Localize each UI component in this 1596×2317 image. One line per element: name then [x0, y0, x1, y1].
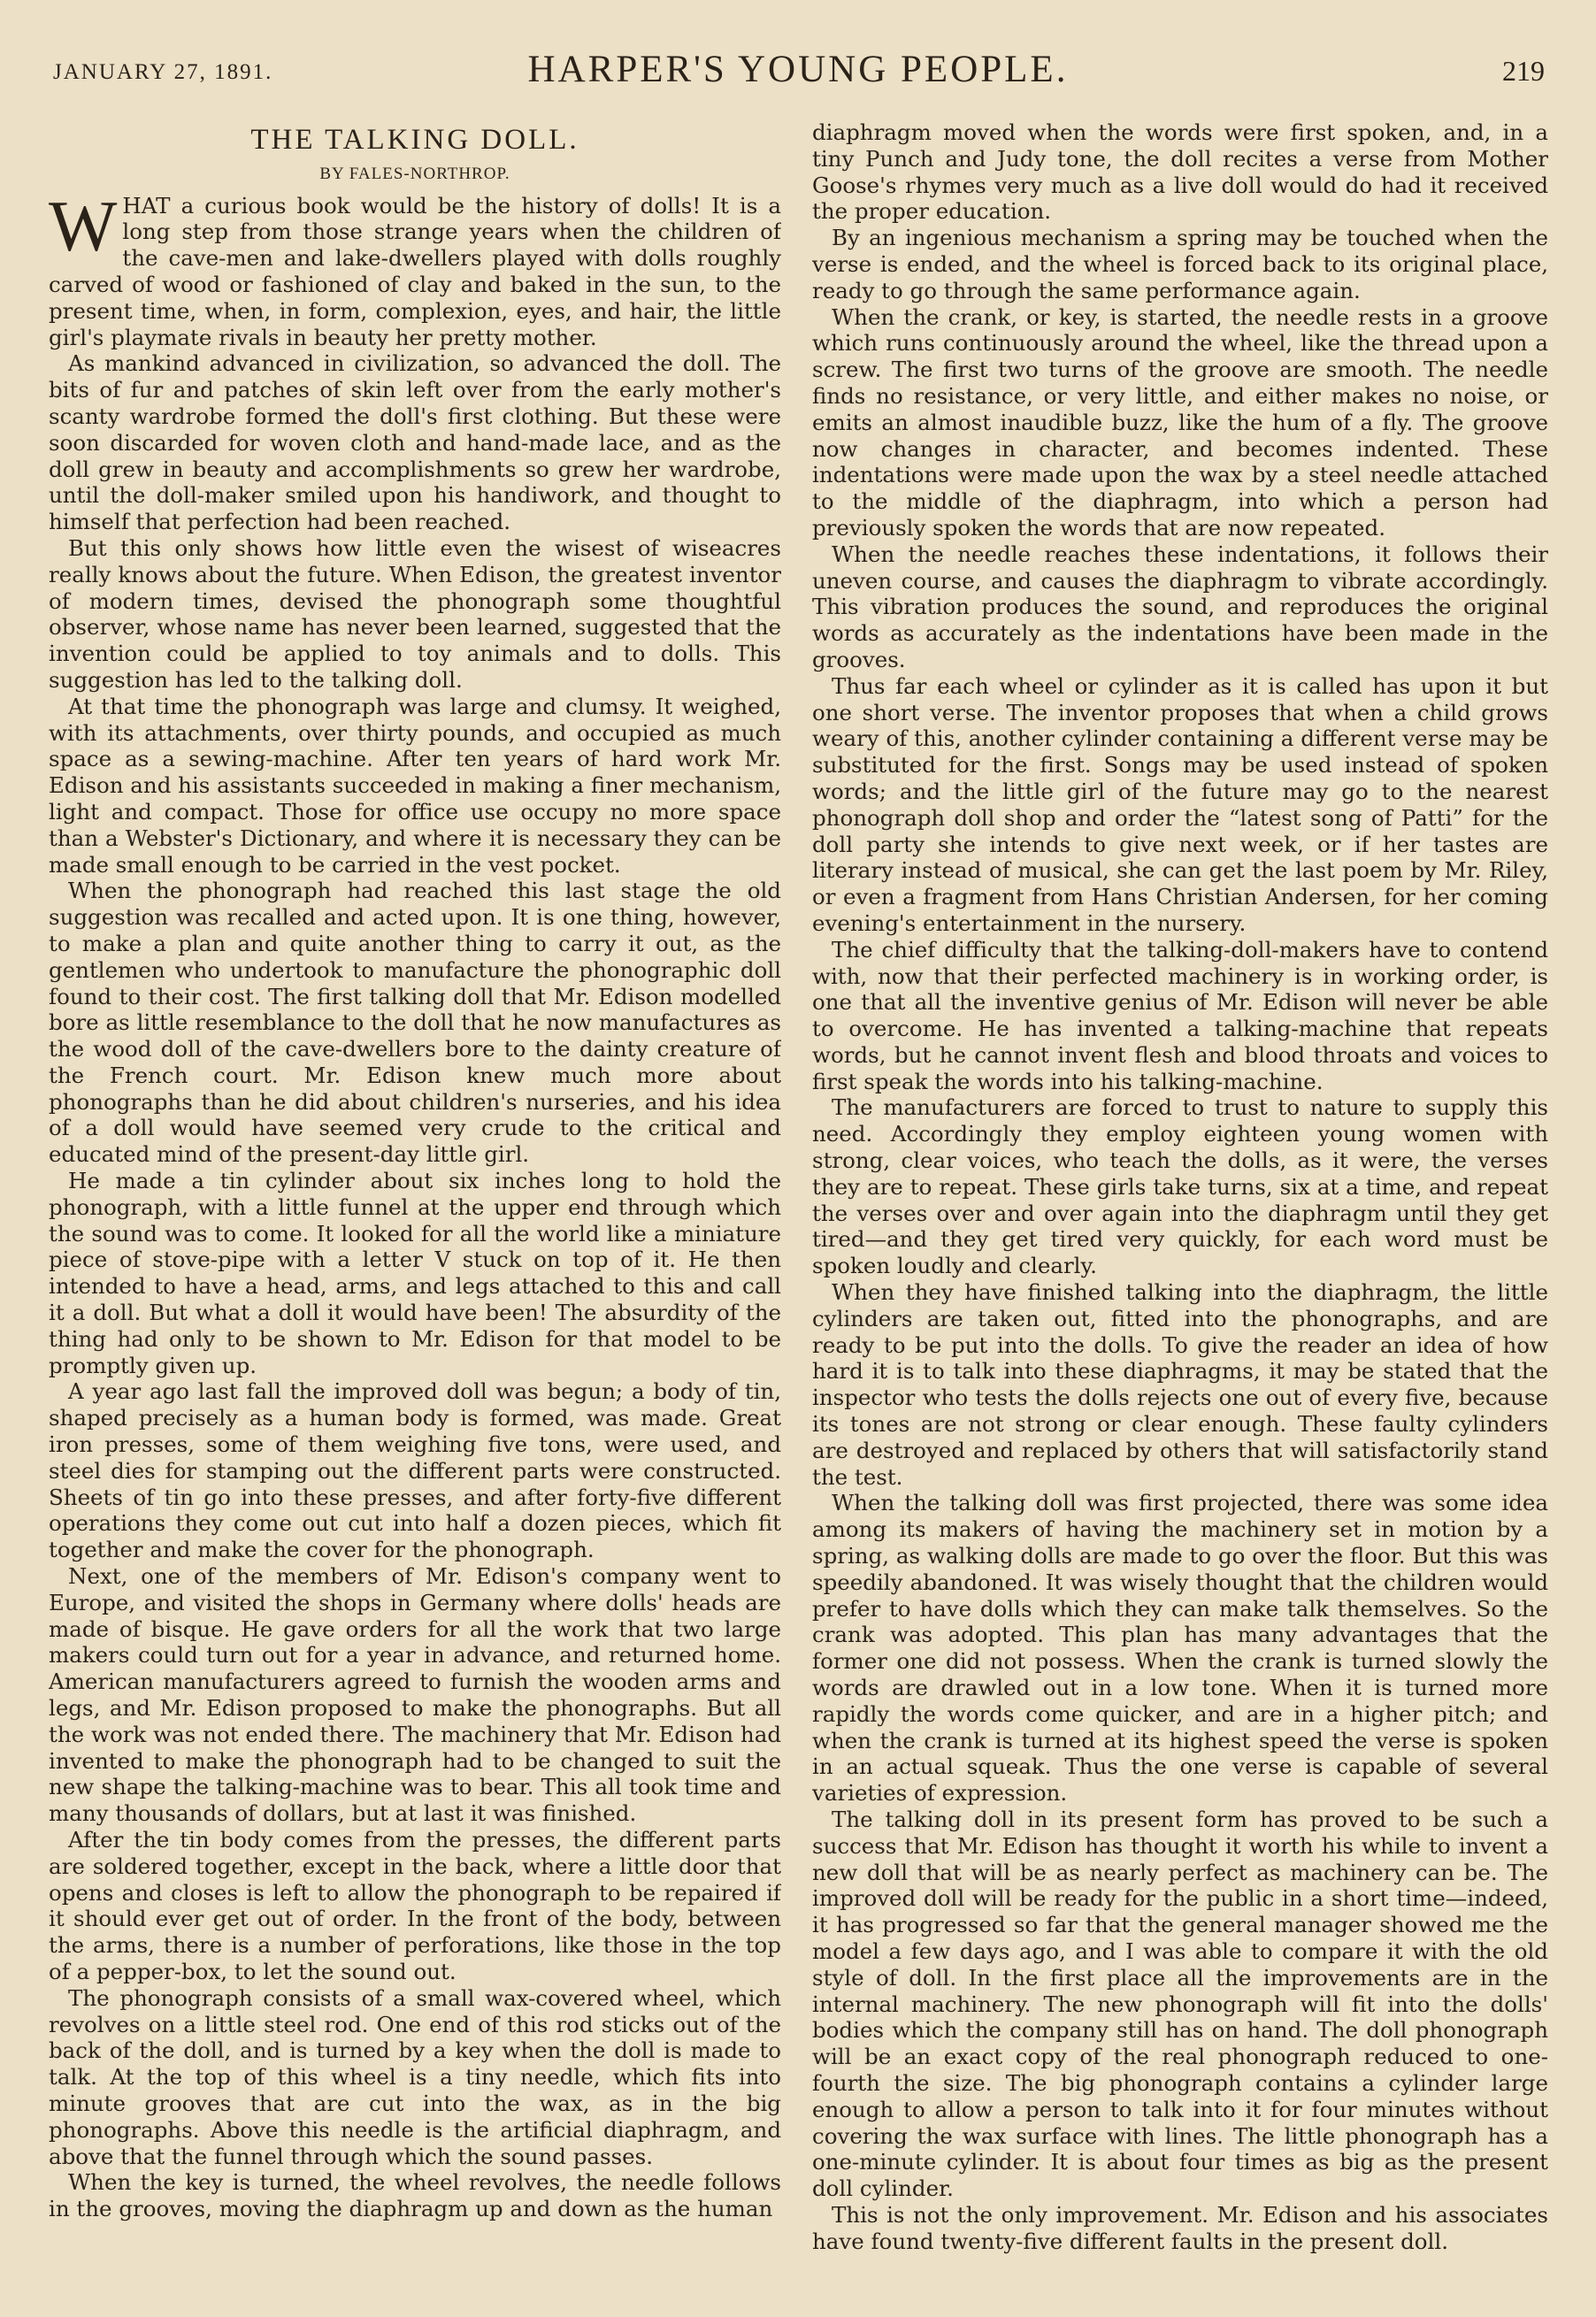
paragraph: At that time the phonograph was large and clumsy. It weighed, with its attachments, over thirty pounds, and occupied as much space as a sewing-machine. After ten years of hard work Mr. Edison and his assistants succeeded in making a finer mechanism, light and compact. Those for office use occupy no more space than a Webster's Dictionary, and where it is necessary they can be made small enough to be carried in the vest pocket. — [49, 693, 781, 878]
paragraph: The phonograph consists of a small wax-covered wheel, which revolves on a little steel rod. One end of this rod sticks out of the back of the doll, and is turned by a key when the doll is made to talk. At the top of this wheel is a tiny needle, which fits into minute grooves that are cut into the wax, as in the big phonographs. Above this needle is the artificial diaphragm, and above that the funnel through which the sound passes. — [49, 1984, 781, 2169]
page-number: 219 — [1502, 55, 1545, 87]
right-column — [812, 119, 1548, 2305]
paragraph: Next, one of the members of Mr. Edison's company went to Europe, and visited the shops in Germany where dolls' heads are made of bisque. He gave orders for all the work that two large makers could turn out for a year in advance, and returned home. American manufacturers agreed to furnish the wooden arms and legs, and Mr. Edison proposed to make the phonographs. But all the work was not ended there. The machinery that Mr. Edison had invented to make the phonograph had to be changed to suit the new shape the talking-machine was to bear. This all took time and many thousands of dollars, but at last it was finished. — [49, 1563, 781, 1827]
drop-cap: W — [49, 185, 118, 266]
paragraph: When the talking doll was first projected, there was some idea among its makers of having the machinery set in motion by a spring, as walking dolls are made to go over the floor. But this was speedily abandoned. It was wisely thought that the children would prefer to have dolls which they can make talk themselves. So the crank was adopted. This plan has many advantages that the former one did not possess. When the crank is turned slowly the words are drawled out in a low tone. When it is turned more rapidly the words come quicker, and are in a higher pitch; and when the crank is turned at its highest speed the verse is spoken in an actual squeak. Thus the one verse is capable of several varieties of expression. — [812, 1490, 1548, 1807]
paragraph: A year ago last fall the improved doll was begun; a body of tin, shaped precisely as a human body is formed, was made. Great iron presses, some of them weighing five tons, were used, and steel dies for stamping out the different parts were constructed. Sheets of tin go into these presses, and after forty-five different operations they come out cut into half a dozen pieces, which fit together and make the cover for the phonograph. — [49, 1378, 781, 1563]
paragraph: The chief difficulty that the talking-doll-makers have to contend with, now that their perfected machinery is in working order, is one that all the inventive genius of Mr. Edison will never be able to overcome. He has invented a talking-machine that repeats words, but he cannot invent flesh and blood throats and voices to first speak the words into his talking-machine. — [812, 936, 1548, 1094]
paragraph: But this only shows how little even the wisest of wiseacres really knows about the future. When Edison, the greatest inventor of modern times, devised the phonograph some thoughtful observer, whose name has never been learned, suggested that the invention could be applied to toy animals and to dolls. This suggestion has led to the talking doll. — [49, 534, 781, 693]
paragraph: When the crank, or key, is started, the needle rests in a groove which runs continuously around the wheel, like the thread upon a screw. The first two turns of the groove are smooth. The needle finds no resistance, or very little, and either makes no noise, or emits an almost inaudible buzz, like the hum of a fly. The groove now changes in character, and becomes indented. These indentations were made upon the wax by a steel needle attached to the middle of the diaphragm, into which a person had previously spoken the words that are now repeated. — [812, 303, 1548, 541]
paragraph: The talking doll in its present form has proved to be such a success that Mr. Edison has thought it worth his while to invent a new doll that will be as nearly perfect as machinery can be. The improved doll will be ready for the public in a short time—indeed, it has progressed so far that the general manager showed me the model a few days ago, and I was able to compare it with the old style of doll. In the first place all the improvements are in the internal machinery. The new phonograph will fit into the dolls' bodies which the company still has on hand. The doll phonograph will be an exact copy of the real phonograph reduced to one-fourth the size. The big phonograph contains a cylinder large enough to allow a person to talk into it for four minutes without covering the wax surface with lines. The little phonograph has a one-minute cylinder. It is about four times as big as the present doll cylinder. — [812, 1807, 1548, 2202]
paragraph — [49, 185, 781, 351]
paragraph: The manufacturers are forced to trust to nature to supply this need. Accordingly they employ eighteen young women with strong, clear voices, who teach the dolls, as it were, the verses they are to repeat. These girls take turns, six at a time, and repeat the verses over and over again into the diaphragm until they get tired—and they get tired very quickly, for each word must be spoken loudly and clearly. — [812, 1094, 1548, 1279]
paragraph: By an ingenious mechanism a spring may be touched when the verse is ended, and the wheel is forced back to its original place, ready to go through the same performance again. — [812, 225, 1548, 303]
article-title: THE TALKING DOLL. — [250, 124, 579, 156]
paragraph: Thus far each wheel or cylinder as it is called has upon it but one short verse. The inventor proposes that when a child grows weary of this, another cylinder containing a different verse may be substituted for the first. Songs may be used instead of spoken words; and the little girl of the future may go to the nearest phonograph doll shop and order the “latest song of Patti” for the doll party she intends to give next week, or if her tastes are literary instead of musical, she can get the last poem by Mr. Riley, or even a fragment from Hans Christian Andersen, for her coming evening's entertainment in the nursery. — [812, 672, 1548, 936]
left-column — [49, 124, 781, 2309]
paragraph: diaphragm moved when the words were first spoken, and, in a tiny Punch and Judy tone, the doll recites a verse from Mother Goose's rhymes very much as a live doll would do had it received the proper education. — [812, 119, 1548, 225]
paragraph: When the key is turned, the wheel revolves, the needle follows in the grooves, moving the diaphragm up and down as the human — [49, 2169, 781, 2222]
paragraph: When the phonograph had reached this last stage the old suggestion was recalled and acted upon. It is one thing, however, to make a plan and quite another thing to carry it out, as the gentlemen who undertook to manufacture the phonographic doll found to their cost. The first talking doll that Mr. Edison modelled bore as little resemblance to the doll that he now manufactures as the wood doll of the cave-dwellers bore to the dainty creature of the French court. Mr. Edison knew much more about phonographs than he did about children's nurseries, and his idea of a doll would have seemed very crude to the critical and educated mind of the present-day little girl. — [49, 878, 781, 1168]
article-byline: BY FALES-NORTHROP. — [319, 164, 510, 183]
paragraph: This is not the only improvement. Mr. Edison and his associates have found twenty-five different faults in the present doll. — [812, 2201, 1548, 2254]
issue-date: JANUARY 27, 1891. — [53, 60, 273, 84]
paragraph: After the tin body comes from the presses, the different parts are soldered together, except in the back, where a little door that opens and closes is left to allow the phonograph to be repaired if it should ever get out of order. In the front of the body, between the arms, there is a number of perforations, like those in the top of a pepper-box, to let the sound out. — [49, 1827, 781, 1984]
paragraph: When the needle reaches these indentations, it follows their uneven course, and causes the diaphragm to vibrate accordingly. This vibration produces the sound, and reproduces the original words as accurately as the indentations have been made in the grooves. — [812, 541, 1548, 672]
paragraph: He made a tin cylinder about six inches long to hold the phonograph, with a little funnel at the upper end through which the sound was to come. It looked for all the world like a miniature piece of stove-pipe with a letter V stuck on top of it. He then intended to have a head, arms, and legs attached to this and call it a doll. But what a doll it would have been! The absurdity of the thing had only to be shown to Mr. Edison for that model to be promptly given up. — [49, 1168, 781, 1378]
paragraph: As mankind advanced in civilization, so advanced the doll. The bits of fur and patches of skin left over from the early mother's scanty wardrobe formed the doll's first clothing. But these were soon discarded for woven cloth and hand-made lace, and as the doll grew in beauty and accomplishments so grew her wardrobe, until the doll-maker smiled upon his handiwork, and thought to himself that perfection had been reached. — [49, 350, 781, 535]
paragraph: When they have finished talking into the diaphragm, the little cylinders are taken out, fitted into the phonographs, and are ready to be put into the dolls. To give the reader an idea of how hard it is to talk into these diaphragms, it may be stated that the inspector who tests the dolls rejects one out of every five, because its tones are not strong or clear enough. These faulty cylinders are destroyed and replaced by others that will satisfactorily stand the test. — [812, 1279, 1548, 1490]
publication-title: HARPER'S YOUNG PEOPLE. — [527, 49, 1069, 90]
paragraph-text: HAT a curious book would be the history of dolls! It is a long step from those strange years when the children of the cave-men and lake-dwellers played with dolls roughly carved of wood or fashioned of clay and baked in the sun, to the present time, when, in form, complexion, eyes, and hair, the little girl's playmate rivals in beauty her pretty mother. — [49, 192, 781, 350]
